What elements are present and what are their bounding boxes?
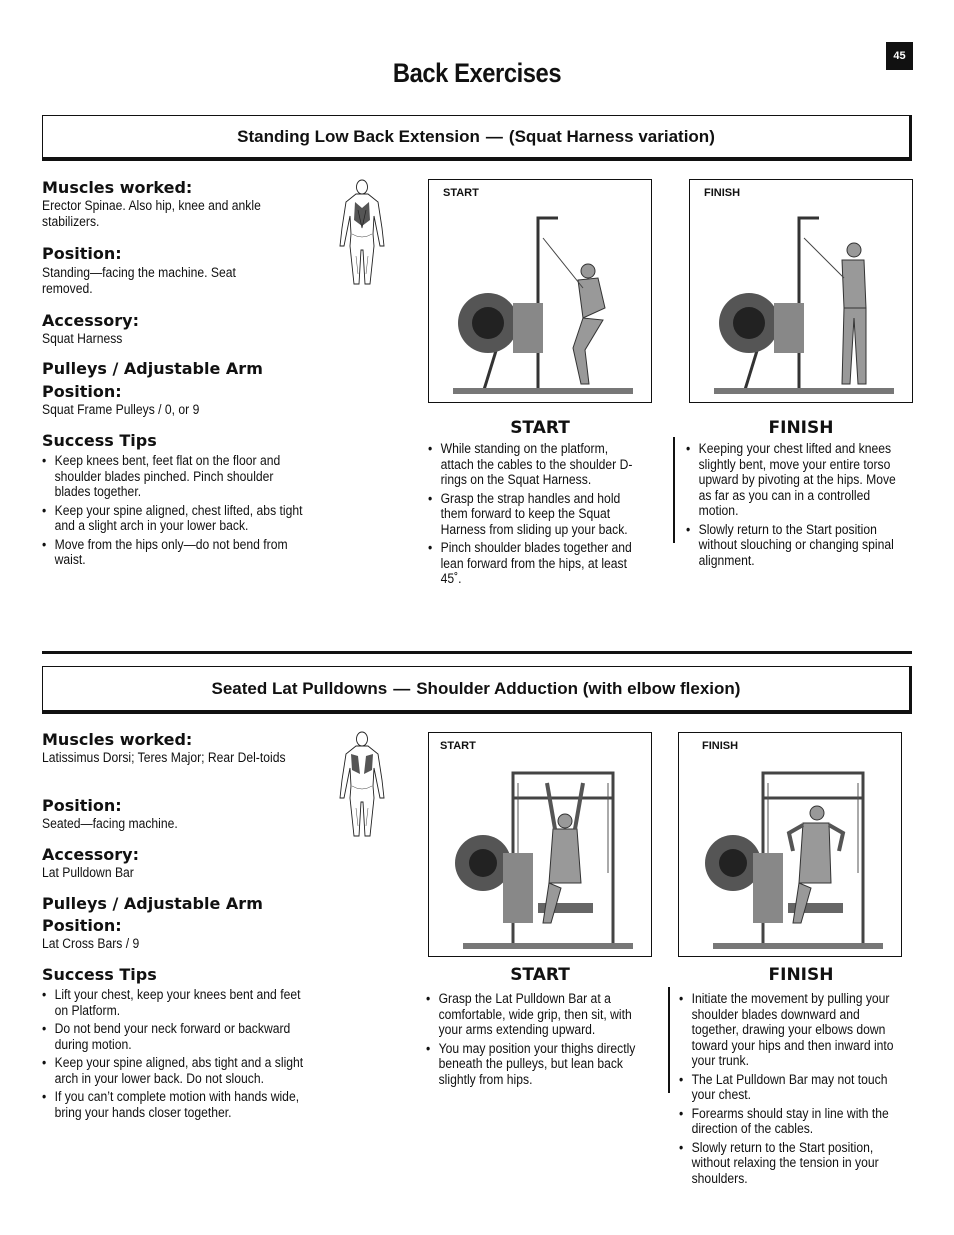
s1-start-photo (428, 179, 652, 403)
s1-accessory-text: Squat Harness (42, 331, 123, 346)
s2-tips-heading: Success Tips (42, 965, 157, 984)
list-item: • Keep your spine aligned, chest lifted, abs tight and a slight arch in your lower back. (42, 503, 308, 534)
s2-pulleys-text: Lat Cross Bars / 9 (42, 936, 140, 951)
list-item: • While standing on the platform, attach the cables to the shoulder D-rings on the Squat Harness. (428, 441, 640, 488)
s2-accessory-text: Lat Pulldown Bar (42, 865, 134, 880)
s1-pulleys-heading-1: Pulleys / Adjustable Arm (42, 359, 263, 378)
s1-tips-heading: Success Tips (42, 431, 157, 450)
s2-start-photo (428, 732, 652, 957)
s1-pulleys-heading-2: Position: (42, 382, 122, 401)
section-1-dash: — (485, 126, 503, 146)
section-2-dash: — (393, 678, 411, 698)
list-item: • Move from the hips only—do not bend from waist. (42, 537, 308, 568)
s2-start-photo-label: START (440, 740, 476, 752)
s2-finish-photo (678, 732, 902, 957)
section-2-header (42, 666, 912, 714)
s2-pulleys-heading-1: Pulleys / Adjustable Arm (42, 894, 263, 913)
s1-finish-heading: FINISH (768, 418, 834, 438)
s1-finish-steps (686, 441, 907, 571)
s2-anatomy-figure (338, 730, 386, 842)
s2-tips-list (42, 987, 310, 1123)
list-item: • Slowly return to the Start position without slouching or changing spinal alignment. (686, 522, 907, 569)
s1-divider (673, 437, 675, 543)
list-item: • Keeping your chest lifted and knees slightly bent, move your entire torso upward by pivoting at the hips. Move as far as you can in a controlled motion. (686, 441, 907, 519)
list-item: • Slowly return to the Start position, without relaxing the tension in your shoulders. (679, 1140, 909, 1187)
s1-finish-photo-label: FINISH (704, 187, 741, 199)
s1-muscles-heading: Muscles worked: (42, 178, 193, 197)
s1-pulleys-text: Squat Frame Pulleys / 0, or 9 (42, 402, 200, 417)
s1-finish-photo (689, 179, 913, 403)
s2-position-heading: Position: (42, 796, 122, 815)
s1-start-photo-label: START (443, 187, 479, 199)
s1-tips-list (42, 453, 308, 571)
s2-divider (668, 987, 670, 1093)
section-1-header (42, 115, 912, 161)
section-1-subtitle: (Squat Harness variation) (508, 126, 715, 146)
s1-start-heading: START (510, 418, 570, 438)
list-item: • The Lat Pulldown Bar may not touch your chest. (679, 1072, 909, 1103)
s2-accessory-heading: Accessory: (42, 845, 139, 864)
s2-start-heading: START (510, 965, 570, 985)
s2-start-steps (426, 991, 640, 1090)
s1-muscles-text: Erector Spinae. Also hip, knee and ankle stabilizers. (42, 198, 261, 229)
list-item: • Lift your chest, keep your knees bent and feet on Platform. (42, 987, 310, 1018)
list-item: • Initiate the movement by pulling your shoulder blades downward and together, drawing your elbows down toward your hips and then inward into your trunk. (679, 991, 909, 1069)
s2-finish-steps (679, 991, 909, 1189)
page-number: 45 (886, 42, 913, 70)
page-title: Back Exercises (392, 58, 562, 88)
section-2-subtitle: Shoulder Adduction (with elbow flexion) (416, 678, 741, 698)
s1-start-steps (428, 441, 640, 590)
list-item: • You may position your thighs directly beneath the pulleys, but lean back slightly from hips. (426, 1041, 640, 1088)
list-item: • Keep knees bent, feet flat on the floor and shoulder blades pinched. Pinch shoulder blades together. (42, 453, 308, 500)
section-1-title: Standing Low Back Extension (237, 126, 480, 146)
list-item: • Forearms should stay in line with the direction of the cables. (679, 1106, 909, 1137)
s2-finish-heading: FINISH (768, 965, 834, 985)
s1-position-text: Standing—facing the machine. Seat removed. (42, 265, 236, 296)
s1-anatomy-figure (338, 178, 386, 290)
list-item: • If you can’t complete motion with hands wide, bring your hands closer together. (42, 1089, 310, 1120)
list-item: • Grasp the strap handles and hold them forward to keep the Squat Harness from sliding up your back. (428, 491, 640, 538)
s2-muscles-heading: Muscles worked: (42, 730, 193, 749)
section-2-title: Seated Lat Pulldowns (211, 678, 388, 698)
s2-position-text: Seated—facing machine. (42, 816, 178, 831)
s2-muscles-text: Latissimus Dorsi; Teres Major; Rear Del-toids (42, 750, 286, 765)
list-item: • Do not bend your neck forward or backward during motion. (42, 1021, 310, 1052)
section-separator (42, 651, 912, 654)
s2-pulleys-heading-2: Position: (42, 916, 122, 935)
list-item: • Grasp the Lat Pulldown Bar at a comfortable, wide grip, then sit, with your arms extending upward. (426, 991, 640, 1038)
list-item: • Keep your spine aligned, abs tight and a slight arch in your lower back. Do not slouch. (42, 1055, 310, 1086)
s1-accessory-heading: Accessory: (42, 311, 139, 330)
list-item: • Pinch shoulder blades together and lean forward from the hips, at least 45˚. (428, 540, 640, 587)
s2-finish-photo-label: FINISH (702, 740, 739, 752)
s1-position-heading: Position: (42, 244, 122, 263)
